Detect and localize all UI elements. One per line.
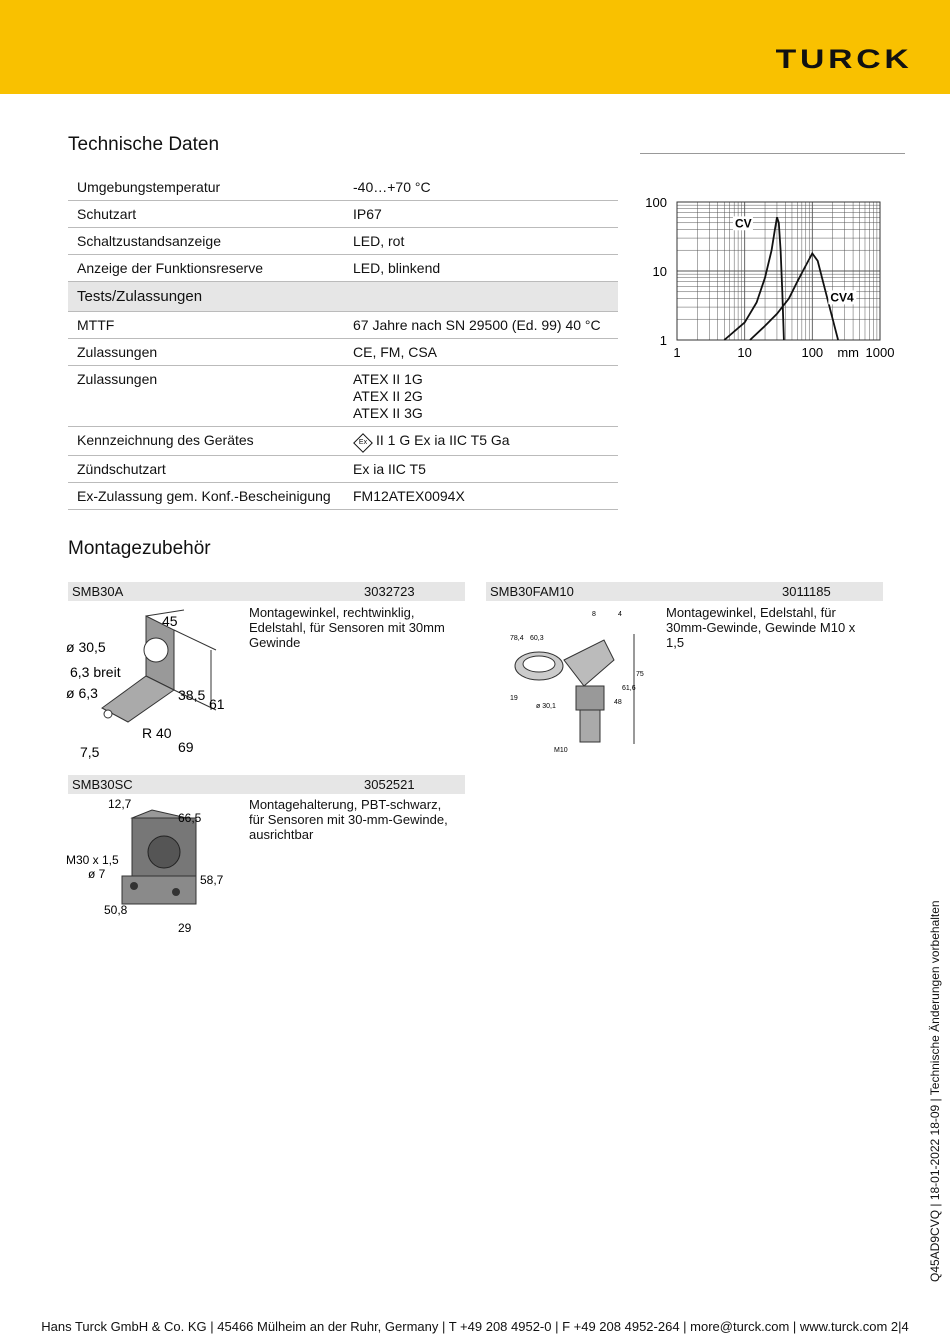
row-value: 67 Jahre nach SN 29500 (Ed. 99) 40 °C [344, 312, 618, 339]
y-tick-label: 10 [652, 264, 667, 279]
dim-label: 29 [178, 921, 192, 935]
row-value: LED, rot [344, 228, 618, 255]
dim-label: 58,7 [200, 873, 224, 887]
accessory-header [68, 775, 465, 794]
accessory-header [68, 582, 465, 601]
dim-label: 8 [592, 611, 596, 618]
x-tick-label: 1000 [865, 345, 895, 360]
dim-label: 78,4 [510, 635, 524, 642]
table-row [68, 228, 618, 255]
x-tick-label: 10 [737, 345, 752, 360]
x-unit-label: mm [837, 345, 860, 360]
row-value: Ex ia IIC T5 [344, 456, 618, 483]
dim-label: 6,3 breit [70, 664, 121, 680]
row-label: Schutzart [68, 201, 344, 228]
dim-label: 19 [510, 695, 518, 702]
dim-label: M30 x 1,5 [66, 853, 119, 867]
page-footer: Hans Turck GmbH & Co. KG | 45466 Mülheim an der Ruhr, Germany | T +49 208 4952-0 | F +49 208 4952-264 | more@turck.com | www.turck.com 2|4 [41, 1319, 909, 1334]
dim-label: 69 [178, 739, 194, 755]
table-row [68, 312, 618, 339]
dim-label: ø 30,1 [536, 703, 556, 710]
table-row [68, 456, 618, 483]
accessory-name: SMB30A [72, 584, 124, 599]
switching-distance-chart [640, 190, 910, 370]
table-row [68, 255, 618, 282]
dim-label: ø 30,5 [66, 639, 106, 655]
accessory-description: Montagewinkel, rechtwinklig, Edelstahl, für Sensoren mit 30mm Gewinde [249, 605, 445, 650]
dim-label: ø 7 [88, 867, 106, 881]
divider [640, 153, 905, 154]
ex-symbol-icon: Ex [353, 433, 373, 453]
dim-label: 4 [618, 611, 622, 618]
table-section-header [68, 282, 618, 312]
section-label: Tests/Zulassungen [68, 282, 618, 312]
accessory-name: SMB30FAM10 [490, 584, 574, 599]
smb30fam10-drawing [484, 604, 654, 756]
smb30sc-drawing [66, 796, 246, 940]
table-row [68, 427, 618, 456]
row-label: Zulassungen [68, 339, 344, 366]
row-label: Zulassungen [68, 366, 344, 427]
row-label: Anzeige der Funktionsreserve [68, 255, 344, 282]
dim-label: 48 [614, 699, 622, 706]
row-label: Zündschutzart [68, 456, 344, 483]
side-note: Q45AD9CVQ | 18-01-2022 18-09 | Technische Änderungen vorbehalten [928, 900, 942, 1282]
accessory-header [486, 582, 883, 601]
dim-label: 61,6 [622, 685, 636, 692]
smb30a-drawing [66, 604, 246, 764]
technical-data-table [68, 174, 618, 510]
y-tick-label: 100 [645, 195, 667, 210]
row-value: FM12ATEX0094X [344, 483, 618, 510]
dim-label: 50,8 [104, 903, 128, 917]
series-label: CV [734, 216, 752, 231]
dim-label: 61 [209, 696, 225, 712]
value-line: ATEX II 2G [353, 388, 423, 404]
dim-label: M10 [554, 747, 568, 754]
row-value: CE, FM, CSA [344, 339, 618, 366]
dim-label: 7,5 [80, 744, 100, 760]
series-line-cv4 [750, 253, 838, 340]
dim-label: R 40 [142, 725, 172, 741]
dim-label: 60,3 [530, 635, 544, 642]
dim-label: 38,5 [178, 687, 206, 703]
row-value: IP67 [344, 201, 618, 228]
row-value: -40…+70 °C [344, 174, 618, 201]
section-title-technical: Technische Daten [68, 134, 220, 155]
value-line: ATEX II 3G [353, 405, 423, 421]
x-tick-label: 100 [801, 345, 824, 360]
accessory-description: Montagehalterung, PBT-schwarz, für Sensoren mit 30-mm-Gewinde, ausrichtbar [249, 797, 448, 842]
dim-label: ø 6,3 [66, 685, 98, 701]
row-label: Ex-Zulassung gem. Konf.-Bescheinigung [68, 483, 344, 510]
dim-label: 45 [162, 613, 178, 629]
y-tick-label: 1 [659, 333, 667, 348]
table-row [68, 201, 618, 228]
dim-label: 75 [636, 671, 644, 678]
dim-label: 66,5 [178, 811, 202, 825]
marking-text: II 1 G Ex ia IIC T5 Ga [376, 432, 510, 448]
dim-label: 12,7 [108, 797, 132, 811]
table-row [68, 483, 618, 510]
page-header [0, 0, 950, 94]
row-value [344, 366, 618, 427]
turck-logo: TURCK [775, 44, 912, 74]
accessory-number: 3011185 [782, 584, 831, 599]
section-title-accessories: Montagezubehör [68, 538, 211, 559]
accessory-number: 3032723 [364, 584, 415, 599]
table-row [68, 174, 618, 201]
row-label: Schaltzustandsanzeige [68, 228, 344, 255]
table-row [68, 339, 618, 366]
row-label: Kennzeichnung des Gerätes [68, 427, 344, 456]
accessory-number: 3052521 [364, 777, 415, 792]
accessory-name: SMB30SC [72, 777, 133, 792]
table-row [68, 366, 618, 427]
row-value [344, 427, 618, 456]
accessory-description: Montagewinkel, Edelstahl, für 30mm-Gewinde, Gewinde M10 x 1,5 [666, 605, 856, 650]
series-line-cv [724, 217, 784, 340]
row-value: LED, blinkend [344, 255, 618, 282]
row-label: MTTF [68, 312, 344, 339]
row-label: Umgebungstemperatur [68, 174, 344, 201]
x-tick-label: 1 [673, 345, 681, 360]
series-label: CV4 [830, 290, 854, 305]
value-line: ATEX II 1G [353, 371, 423, 387]
